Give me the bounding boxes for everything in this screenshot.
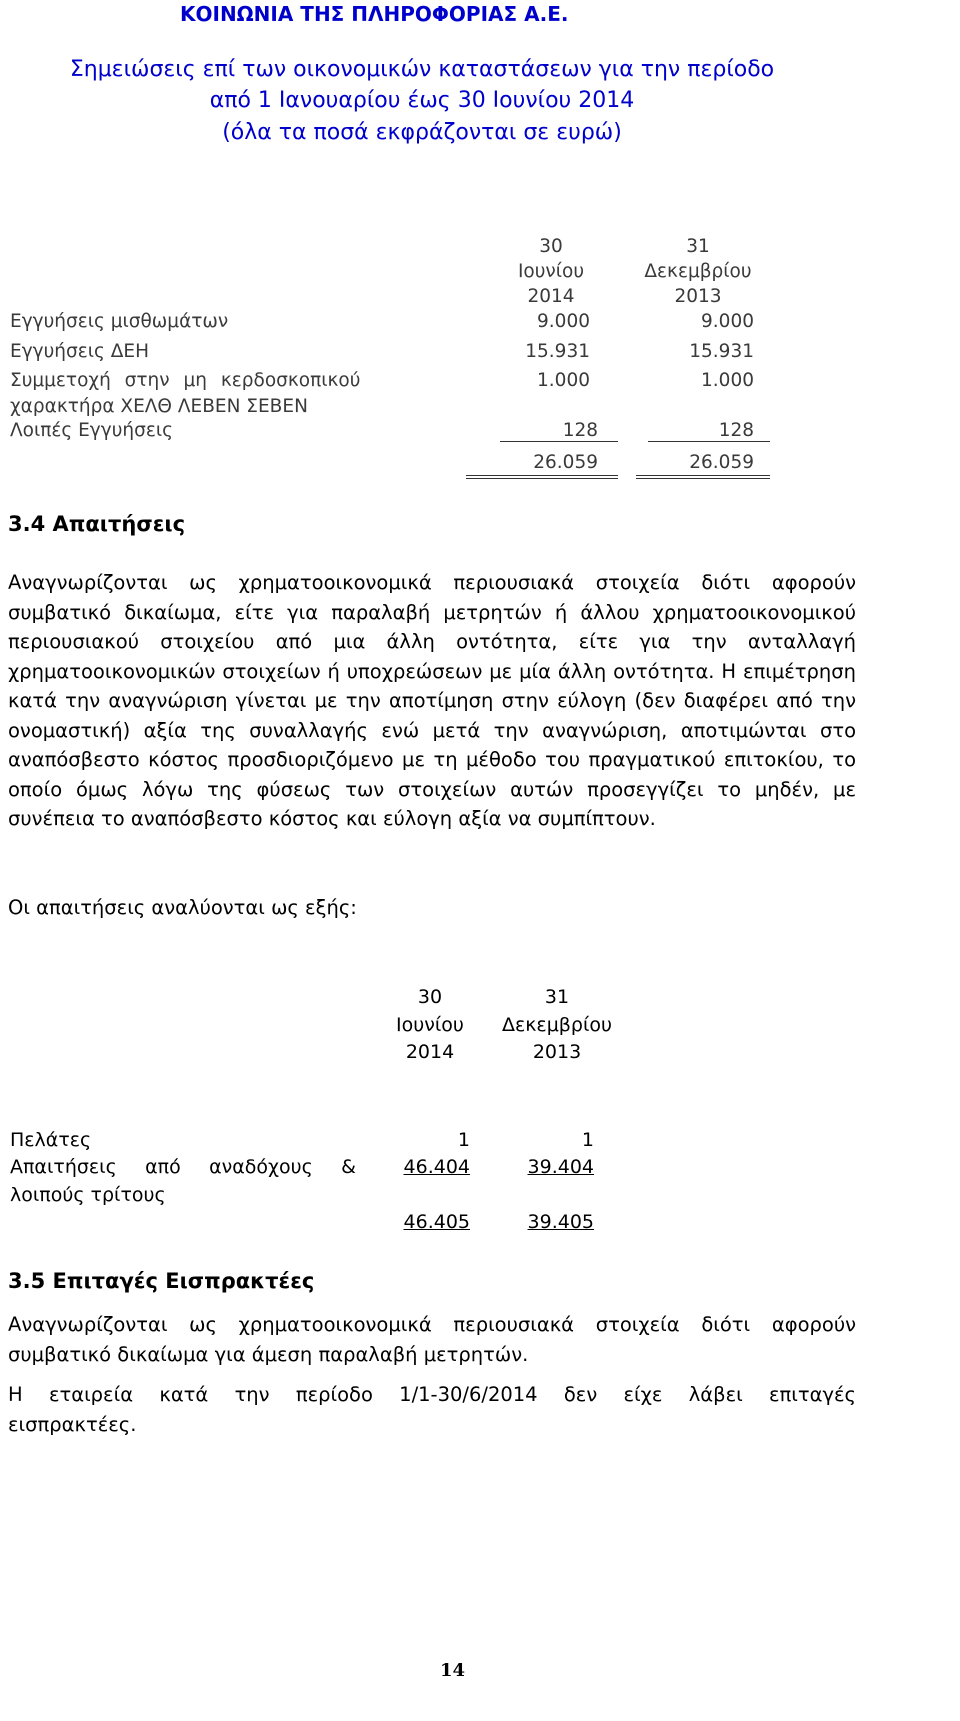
col-header-2013-day: 31 (544, 986, 570, 1008)
receivable-value-2014: 1 (457, 1129, 470, 1151)
col-header-2013-year: 2013 (674, 286, 722, 307)
col-header-2014-year: 2014 (527, 286, 575, 307)
receivable-label: Απαιτήσεις από αναδόχους & (10, 1156, 356, 1178)
col-header-2013-month: Δεκεμβρίου (501, 1014, 613, 1036)
col-header-2013-month: Δεκεμβρίου (644, 261, 752, 282)
page-number: 14 (440, 1660, 466, 1681)
guarantee-value-2013: 9.000 (701, 311, 754, 332)
section-paragraph: Αναγνωρίζονται ως χρηματοοικονομικά περιουσιακά στοιχεία διότι αφορούν συμβατικό δικαίωμα, είτε για παραλαβή μετρητών ή άλλου χρηματοοικονομικού περιουσιακού στοιχείου από μια άλλη οντότητα, είτε για την ανταλλαγή χρηματοοικονομικών στοιχείων ή υποχρεώσεων με μία άλλη οντότητα. Η επιμέτρηση κατά την αναγνώριση γίνεται με την αποτίμηση στην εύλογη (δεν διαφέρει από την ονομαστική) αξία της συναλλαγής ενώ μετά την αναγνώριση, αποτιμώνται στο αναπόσβεστο κόστος προσδιοριζόμενο με τη μέθοδο του πραγματικού επιτοκίου, το οποίο όμως λόγω της φύσεως των στοιχείων αυτών προσεγγίζει το μηδέν, με συνέπεια το αναπόσβεστο κόστος και εύλογη αξία να συμπίπτουν. (8, 571, 856, 830)
receivable-label-line2: λοιπούς τρίτους (10, 1184, 166, 1206)
section-paragraph: Η εταιρεία κατά την περίοδο 1/1-30/6/2014 δεν είχε λάβει επιταγές εισπρακτέες. (8, 1383, 856, 1436)
col-header-2013-day: 31 (686, 236, 710, 257)
col-header-2014-day: 30 (539, 236, 563, 257)
company-name: ΚΟΙΝΩΝΙΑ ΤΗΣ ΠΛΗΡΟΦΟΡΙΑΣ Α.Ε. (180, 2, 569, 26)
section-paragraph: Αναγνωρίζονται ως χρηματοοικονομικά περιουσιακά στοιχεία διότι αφορούν συμβατικό δικαίωμα για άμεση παραλαβή μετρητών. (8, 1313, 856, 1366)
guarantee-value-2013: 15.931 (689, 341, 754, 362)
guarantee-value-2014: 128 (500, 420, 618, 442)
guarantee-total-2013: 26.059 (636, 452, 770, 479)
guarantee-value-2014: 1.000 (537, 370, 590, 391)
guarantee-value-2013: 128 (648, 420, 770, 442)
guarantee-label (10, 370, 430, 391)
receivable-value-2013: 39.404 (527, 1156, 594, 1178)
guarantee-label-line1: Συμμετοχή στην μη κερδοσκοπικού (10, 370, 361, 391)
guarantee-label: Εγγυήσεις ΔΕΗ (10, 341, 149, 362)
receivable-value-2013: 1 (581, 1129, 594, 1151)
section-heading: 3.4 Απαιτήσεις (8, 512, 186, 536)
col-header-2013-year: 2013 (532, 1041, 582, 1063)
guarantee-label-line2: χαρακτήρα ΧΕΛΘ ΛΕΒΕΝ ΣΕΒΕΝ (10, 396, 308, 417)
receivable-value-2014: 46.404 (403, 1156, 470, 1178)
notes-title: Σημειώσεις επί των οικονομικών καταστάσεων για την περίοδο (69, 57, 775, 82)
guarantee-label: Εγγυήσεις μισθωμάτων (10, 311, 229, 332)
receivable-label: Πελάτες (10, 1129, 92, 1151)
section-heading: 3.5 Επιταγές Εισπρακτέες (8, 1269, 315, 1293)
col-header-2014-month: Ιουνίου (396, 1014, 464, 1036)
period-line: από 1 Ιανουαρίου έως 30 Ιουνίου 2014 (209, 88, 635, 113)
guarantee-total-2014: 26.059 (466, 452, 618, 479)
receivables-intro: Οι απαιτήσεις αναλύονται ως εξής: (8, 896, 357, 919)
guarantee-label: Λοιπές Εγγυήσεις (10, 420, 173, 441)
guarantee-value-2014: 9.000 (537, 311, 590, 332)
col-header-2014-year: 2014 (405, 1041, 455, 1063)
col-header-2014-month: Ιουνίου (517, 261, 585, 282)
currency-note: (όλα τα ποσά εκφράζονται σε ευρώ) (222, 120, 622, 145)
col-header-2014-day: 30 (417, 986, 443, 1008)
guarantee-value-2013: 1.000 (701, 370, 754, 391)
guarantee-value-2014: 15.931 (525, 341, 590, 362)
receivable-total-2014: 46.405 (403, 1211, 470, 1233)
receivable-total-2013: 39.405 (527, 1211, 594, 1233)
